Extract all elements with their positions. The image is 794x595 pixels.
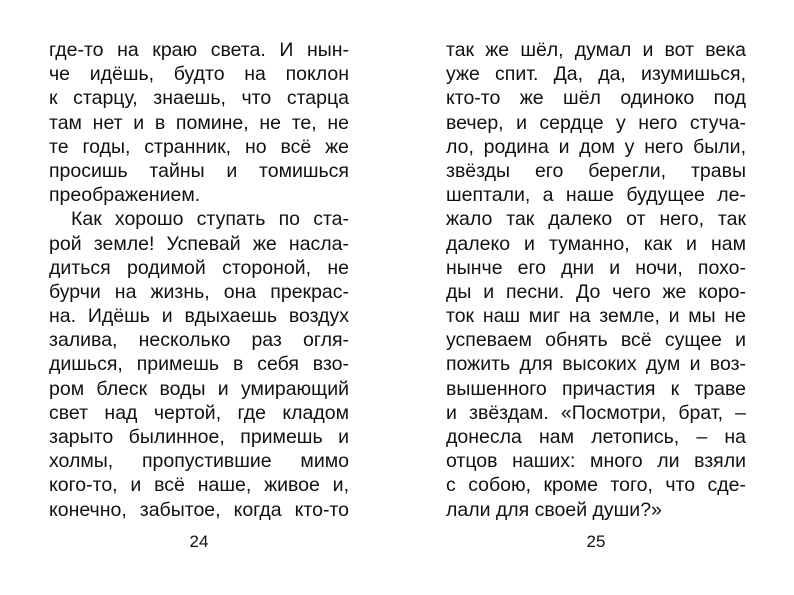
text-line: просишь тайны и томишься — [49, 159, 349, 182]
text-line: на. Идёшь и вдыхаешь воздух — [49, 305, 349, 328]
text-line: че идёшь, будто на поклон — [49, 63, 349, 86]
text-line: кто-то же шёл одиноко под — [446, 87, 746, 110]
paragraph-end-line: преображением. — [49, 184, 201, 207]
text-line: шептали, а наше будущее ле- — [446, 184, 746, 207]
text-line: нынче его дни и ночи, похо- — [446, 256, 746, 279]
text-line: где-то на краю света. И нын- — [49, 39, 349, 61]
left-page-number: 24 — [189, 532, 209, 551]
text-line: ло, родина и дом у него были, — [446, 135, 746, 158]
paragraph-end-line: лали для своей души?» — [446, 498, 662, 521]
text-line: диться родимой стороной, не — [49, 256, 349, 279]
text-line: конечно, забытое, когда кто-то — [49, 498, 349, 521]
text-line: успеваем обнять всё сущее и — [446, 329, 746, 352]
text-line: зарыто былинное, примешь и — [49, 426, 349, 448]
text-line: уже спит. Да, да, изумишься, — [446, 63, 746, 86]
text-line: дишься, примешь в себя взо- — [49, 353, 349, 376]
text-line: бурчи на жизнь, она прекрас- — [49, 280, 349, 303]
text-line: там нет и в помине, не те, не — [49, 111, 349, 134]
text-line: те годы, странник, но всё же — [49, 135, 349, 158]
text-line: ды и песни. До чего же коро- — [446, 280, 746, 303]
text-line: к старцу, знаешь, что старца — [49, 87, 349, 110]
text-line: залива, несколько раз огля- — [49, 329, 349, 352]
paragraph-start-line: Как хорошо ступать по ста- — [71, 208, 349, 231]
text-line: свет над чертой, где кладом — [49, 401, 349, 424]
text-line: и звёздам. «Посмотри, брат, – — [446, 401, 746, 424]
text-line: холмы, пропустившие мимо — [49, 450, 349, 473]
right-page-text — [446, 38, 746, 522]
text-line: кого-то, и всё наше, живое и, — [49, 474, 349, 497]
text-line: далеко и туманно, как и нам — [446, 232, 746, 255]
left-page-text — [49, 38, 349, 522]
text-line: ток наш миг на земле, и мы не — [446, 305, 746, 328]
text-line: с собою, кроме того, что сде- — [446, 474, 746, 497]
text-line: ром блеск воды и умирающий — [49, 377, 349, 400]
text-line: жало так далеко от него, так — [446, 208, 746, 231]
text-line: отцов наших: много ли взяли — [446, 450, 746, 473]
text-line: донесла нам летопись, – на — [446, 426, 746, 448]
text-line: звёзды его берегли, травы — [446, 159, 746, 182]
text-line: рой земле! Успевай же насла- — [49, 232, 349, 255]
text-line: так же шёл, думал и вот века — [446, 39, 746, 61]
text-line: пожить для высоких дум и воз- — [446, 353, 746, 376]
text-line: вышенного причастия к траве — [446, 377, 746, 400]
text-line: вечер, и сердце у него стуча- — [446, 111, 746, 134]
right-page-number: 25 — [586, 532, 606, 551]
